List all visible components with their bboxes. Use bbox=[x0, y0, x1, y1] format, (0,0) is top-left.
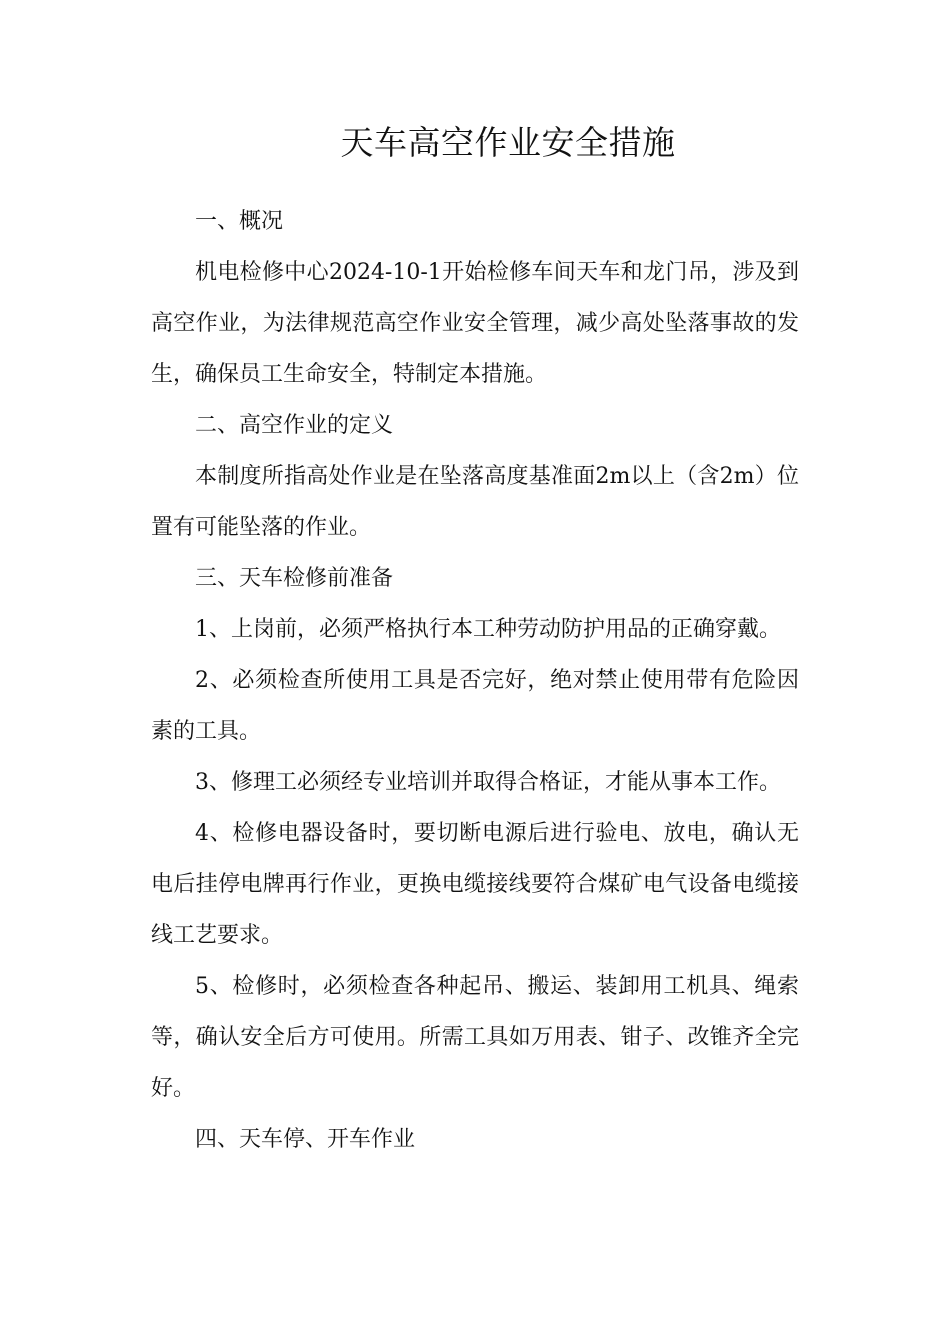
paragraph-overview: 机电检修中心2024-10-1开始检修车间天车和龙门吊，涉及到高空作业，为法律规范高空作业安全管理，减少高处坠落事故的发生，确保员工生命安全，特制定本措施。 bbox=[151, 260, 799, 387]
list-item-1: 1、上岗前，必须严格执行本工种劳动防护用品的正确穿戴。 bbox=[195, 617, 781, 642]
list-item-5: 5、检修时，必须检查各种起吊、搬运、装卸用工机具、绳索等，确认安全后方可使用。所需工具如万用表、钳子、改锥齐全完好。 bbox=[151, 974, 799, 1101]
section-heading-crane-operation: 四、天车停、开车作业 bbox=[195, 1127, 416, 1152]
section-heading-overview: 一、概况 bbox=[195, 209, 284, 234]
section-heading-definition: 二、高空作业的定义 bbox=[195, 413, 394, 438]
document-title: 天车高空作业安全措施 bbox=[340, 123, 676, 162]
list-item-3: 3、修理工必须经专业培训并取得合格证，才能从事本工作。 bbox=[195, 770, 781, 795]
list-item-2: 2、必须检查所使用工具是否完好，绝对禁止使用带有危险因素的工具。 bbox=[151, 668, 799, 744]
document-body bbox=[151, 196, 799, 1165]
section-heading-preparation: 三、天车检修前准备 bbox=[195, 566, 394, 591]
list-item-4: 4、检修电器设备时，要切断电源后进行验电、放电，确认无电后挂停电牌再行作业，更换电缆接线要符合煤矿电气设备电缆接线工艺要求。 bbox=[151, 821, 799, 948]
paragraph-definition: 本制度所指高处作业是在坠落高度基准面2m以上（含2m）位置有可能坠落的作业。 bbox=[151, 464, 799, 540]
